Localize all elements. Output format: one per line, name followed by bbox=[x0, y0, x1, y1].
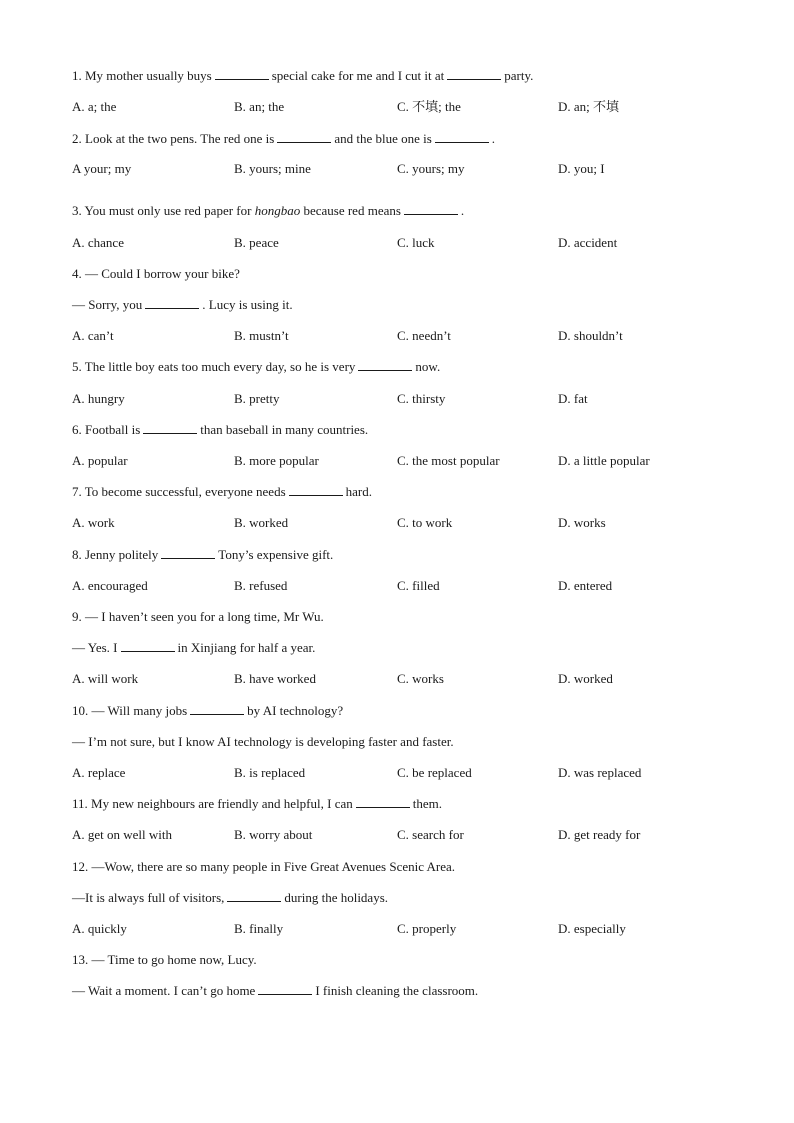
option-c: C. search for bbox=[397, 827, 464, 842]
question-2-options bbox=[72, 160, 772, 178]
option-a: A. chance bbox=[72, 235, 124, 250]
option-b: B. worry about bbox=[234, 827, 313, 842]
option-c: C. needn’t bbox=[397, 328, 451, 343]
answer-blank bbox=[190, 702, 244, 715]
answer-blank bbox=[289, 483, 343, 496]
question-5-options bbox=[72, 390, 772, 408]
option-c: C. be replaced bbox=[397, 765, 472, 780]
option-a: A. replace bbox=[72, 765, 126, 780]
option-b: B. peace bbox=[234, 235, 279, 250]
question-12-stem-line-2: —It is always full of visitors, during the holidays. bbox=[72, 890, 389, 905]
answer-blank bbox=[447, 67, 501, 80]
question-7-options bbox=[72, 514, 772, 532]
question-11-stem: 11. My new neighbours are friendly and helpful, I can them. bbox=[72, 796, 442, 811]
option-d: D. a little popular bbox=[558, 453, 650, 468]
question-4-stem-line-2: — Sorry, you . Lucy is using it. bbox=[72, 297, 293, 312]
option-b: B. refused bbox=[234, 578, 288, 593]
question-6-stem: 6. Football is than baseball in many countries. bbox=[72, 422, 369, 437]
question-6-options bbox=[72, 452, 772, 470]
option-c: C. properly bbox=[397, 921, 457, 936]
answer-blank bbox=[358, 358, 412, 371]
question-3-stem: 3. You must only use red paper for hongbao because red means . bbox=[72, 203, 465, 218]
question-10-stem: 10. — Will many jobs by AI technology? bbox=[72, 703, 344, 718]
option-a: A. can’t bbox=[72, 328, 114, 343]
option-b: B. mustn’t bbox=[234, 328, 289, 343]
option-d: D. works bbox=[558, 515, 606, 530]
answer-blank bbox=[227, 889, 281, 902]
question-3-options bbox=[72, 234, 772, 252]
option-b: B. finally bbox=[234, 921, 284, 936]
answer-blank bbox=[145, 296, 199, 309]
question-9-options bbox=[72, 670, 772, 688]
question-5-stem: 5. The little boy eats too much every day, so he is very now. bbox=[72, 359, 441, 374]
question-1-options bbox=[72, 98, 772, 116]
option-b: B. is replaced bbox=[234, 765, 306, 780]
option-a: A. get on well with bbox=[72, 827, 173, 842]
option-d: D. an; 不填 bbox=[558, 99, 620, 114]
italic-term: hongbao bbox=[254, 203, 301, 218]
option-d: D. especially bbox=[558, 921, 626, 936]
option-a: A. will work bbox=[72, 671, 139, 686]
answer-blank bbox=[277, 130, 331, 143]
question-13-stem-line-2: — Wait a moment. I can’t go home I finish cleaning the classroom. bbox=[72, 983, 479, 998]
option-a: A. quickly bbox=[72, 921, 127, 936]
option-a: A your; my bbox=[72, 161, 132, 176]
option-c: C. to work bbox=[397, 515, 453, 530]
answer-blank bbox=[404, 202, 458, 215]
option-c: C. filled bbox=[397, 578, 440, 593]
option-d: D. you; I bbox=[558, 161, 605, 176]
option-a: A. encouraged bbox=[72, 578, 148, 593]
option-b: B. pretty bbox=[234, 391, 280, 406]
option-d: D. worked bbox=[558, 671, 613, 686]
option-c: C. yours; my bbox=[397, 161, 465, 176]
option-d: D. was replaced bbox=[558, 765, 642, 780]
option-c: C. 不填; the bbox=[397, 99, 461, 114]
question-2-stem: 2. Look at the two pens. The red one is and the blue one is . bbox=[72, 131, 496, 146]
option-a: A. popular bbox=[72, 453, 128, 468]
option-d: D. entered bbox=[558, 578, 613, 593]
question-4-stem: 4. — Could I borrow your bike? bbox=[72, 266, 240, 281]
option-c: C. the most popular bbox=[397, 453, 500, 468]
option-d: D. shouldn’t bbox=[558, 328, 623, 343]
option-d: D. get ready for bbox=[558, 827, 641, 842]
question-10-options bbox=[72, 764, 772, 782]
question-4-options bbox=[72, 327, 772, 345]
question-9-stem-line-2: — Yes. I in Xinjiang for half a year. bbox=[72, 640, 316, 655]
answer-blank bbox=[356, 795, 410, 808]
option-b: B. an; the bbox=[234, 99, 285, 114]
answer-blank bbox=[143, 421, 197, 434]
question-9-stem: 9. — I haven’t seen you for a long time, Mr Wu. bbox=[72, 609, 324, 624]
question-12-options bbox=[72, 920, 772, 938]
question-8-options bbox=[72, 577, 772, 595]
question-1-stem: 1. My mother usually buys special cake for me and I cut it at party. bbox=[72, 68, 534, 83]
answer-blank bbox=[161, 546, 215, 559]
option-c: C. thirsty bbox=[397, 391, 446, 406]
option-c: C. works bbox=[397, 671, 444, 686]
option-a: A. work bbox=[72, 515, 115, 530]
answer-blank bbox=[258, 982, 312, 995]
question-8-stem: 8. Jenny politely Tony’s expensive gift. bbox=[72, 547, 334, 562]
option-b: B. have worked bbox=[234, 671, 316, 686]
question-10-stem-line-2: — I’m not sure, but I know AI technology is developing faster and faster. bbox=[72, 734, 454, 749]
option-d: D. accident bbox=[558, 235, 618, 250]
option-c: C. luck bbox=[397, 235, 435, 250]
option-d: D. fat bbox=[558, 391, 588, 406]
option-b: B. worked bbox=[234, 515, 289, 530]
answer-blank bbox=[435, 130, 489, 143]
option-a: A. a; the bbox=[72, 99, 117, 114]
question-12-stem: 12. —Wow, there are so many people in Five Great Avenues Scenic Area. bbox=[72, 859, 456, 874]
option-b: B. more popular bbox=[234, 453, 319, 468]
option-a: A. hungry bbox=[72, 391, 125, 406]
question-11-options bbox=[72, 826, 772, 844]
answer-blank bbox=[215, 67, 269, 80]
option-b: B. yours; mine bbox=[234, 161, 311, 176]
question-13-stem: 13. — Time to go home now, Lucy. bbox=[72, 952, 257, 967]
answer-blank bbox=[121, 639, 175, 652]
question-7-stem: 7. To become successful, everyone needs hard. bbox=[72, 484, 372, 499]
